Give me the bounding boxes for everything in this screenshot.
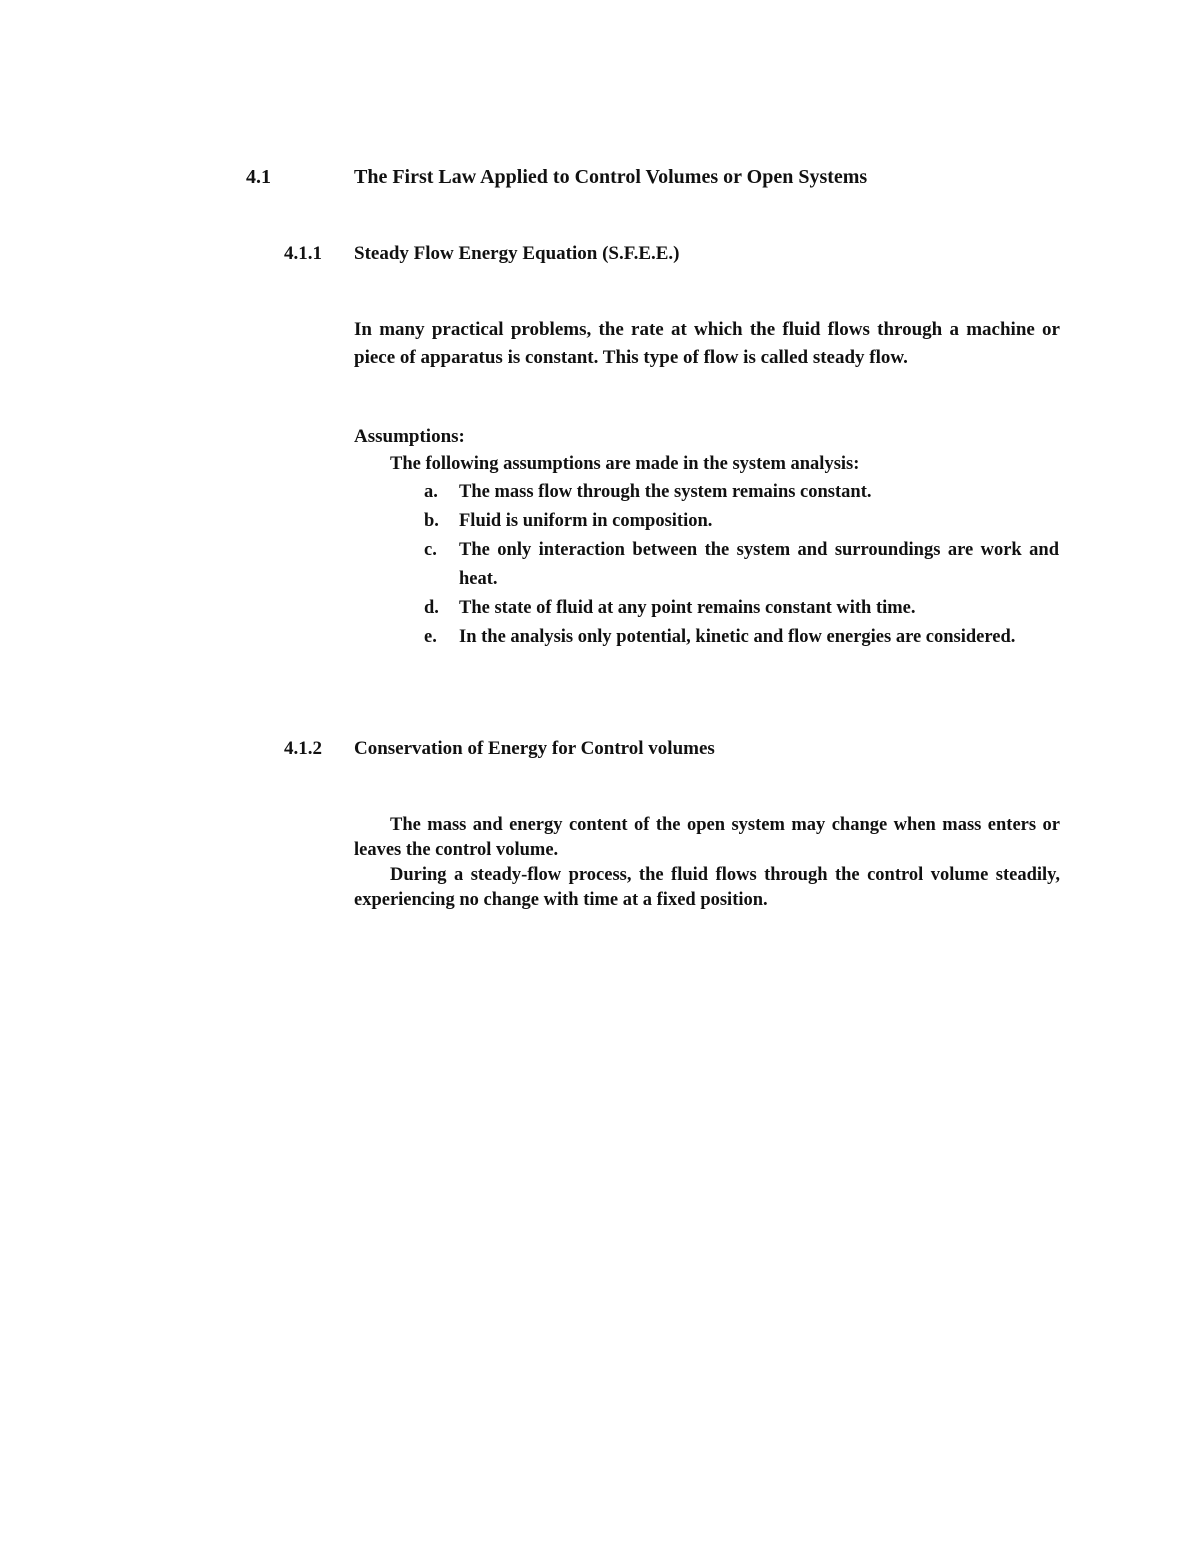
list-item: The only interaction between the system and surroundings are work and heat. xyxy=(459,540,1059,589)
list-item: Fluid is uniform in composition. xyxy=(459,511,713,531)
list-item: The state of fluid at any point remains constant with time. xyxy=(459,598,916,618)
intro-paragraph: In many practical problems, the rate at which the fluid flows through a machine or piece of apparatus is constant. This type of flow is called steady flow. xyxy=(354,319,1060,368)
section-number: 4.1 xyxy=(246,166,271,188)
subsection-title: Steady Flow Energy Equation (S.F.E.E.) xyxy=(354,243,680,264)
subsection-title: Conservation of Energy for Control volumes xyxy=(354,738,715,759)
list-marker: e. xyxy=(424,627,437,647)
list-marker: a. xyxy=(424,482,438,502)
list-marker: b. xyxy=(424,511,439,531)
body-paragraph: During a steady-flow process, the fluid flows through the control volume steadily, experiencing no change with time at a fixed position. xyxy=(354,865,1060,910)
list-item: The mass flow through the system remains constant. xyxy=(459,482,872,502)
subsection-number: 4.1.1 xyxy=(284,243,322,264)
subsection-number: 4.1.2 xyxy=(284,738,322,759)
list-marker: c. xyxy=(424,540,437,560)
section-title: The First Law Applied to Control Volumes or Open Systems xyxy=(354,166,868,188)
body-paragraph: The mass and energy content of the open system may change when mass enters or leaves the control volume. xyxy=(354,815,1060,860)
list-item: In the analysis only potential, kinetic and flow energies are considered. xyxy=(459,627,1016,647)
assumptions-lead: The following assumptions are made in the system analysis: xyxy=(390,454,860,474)
assumptions-heading: Assumptions: xyxy=(354,426,465,447)
list-marker: d. xyxy=(424,598,439,618)
